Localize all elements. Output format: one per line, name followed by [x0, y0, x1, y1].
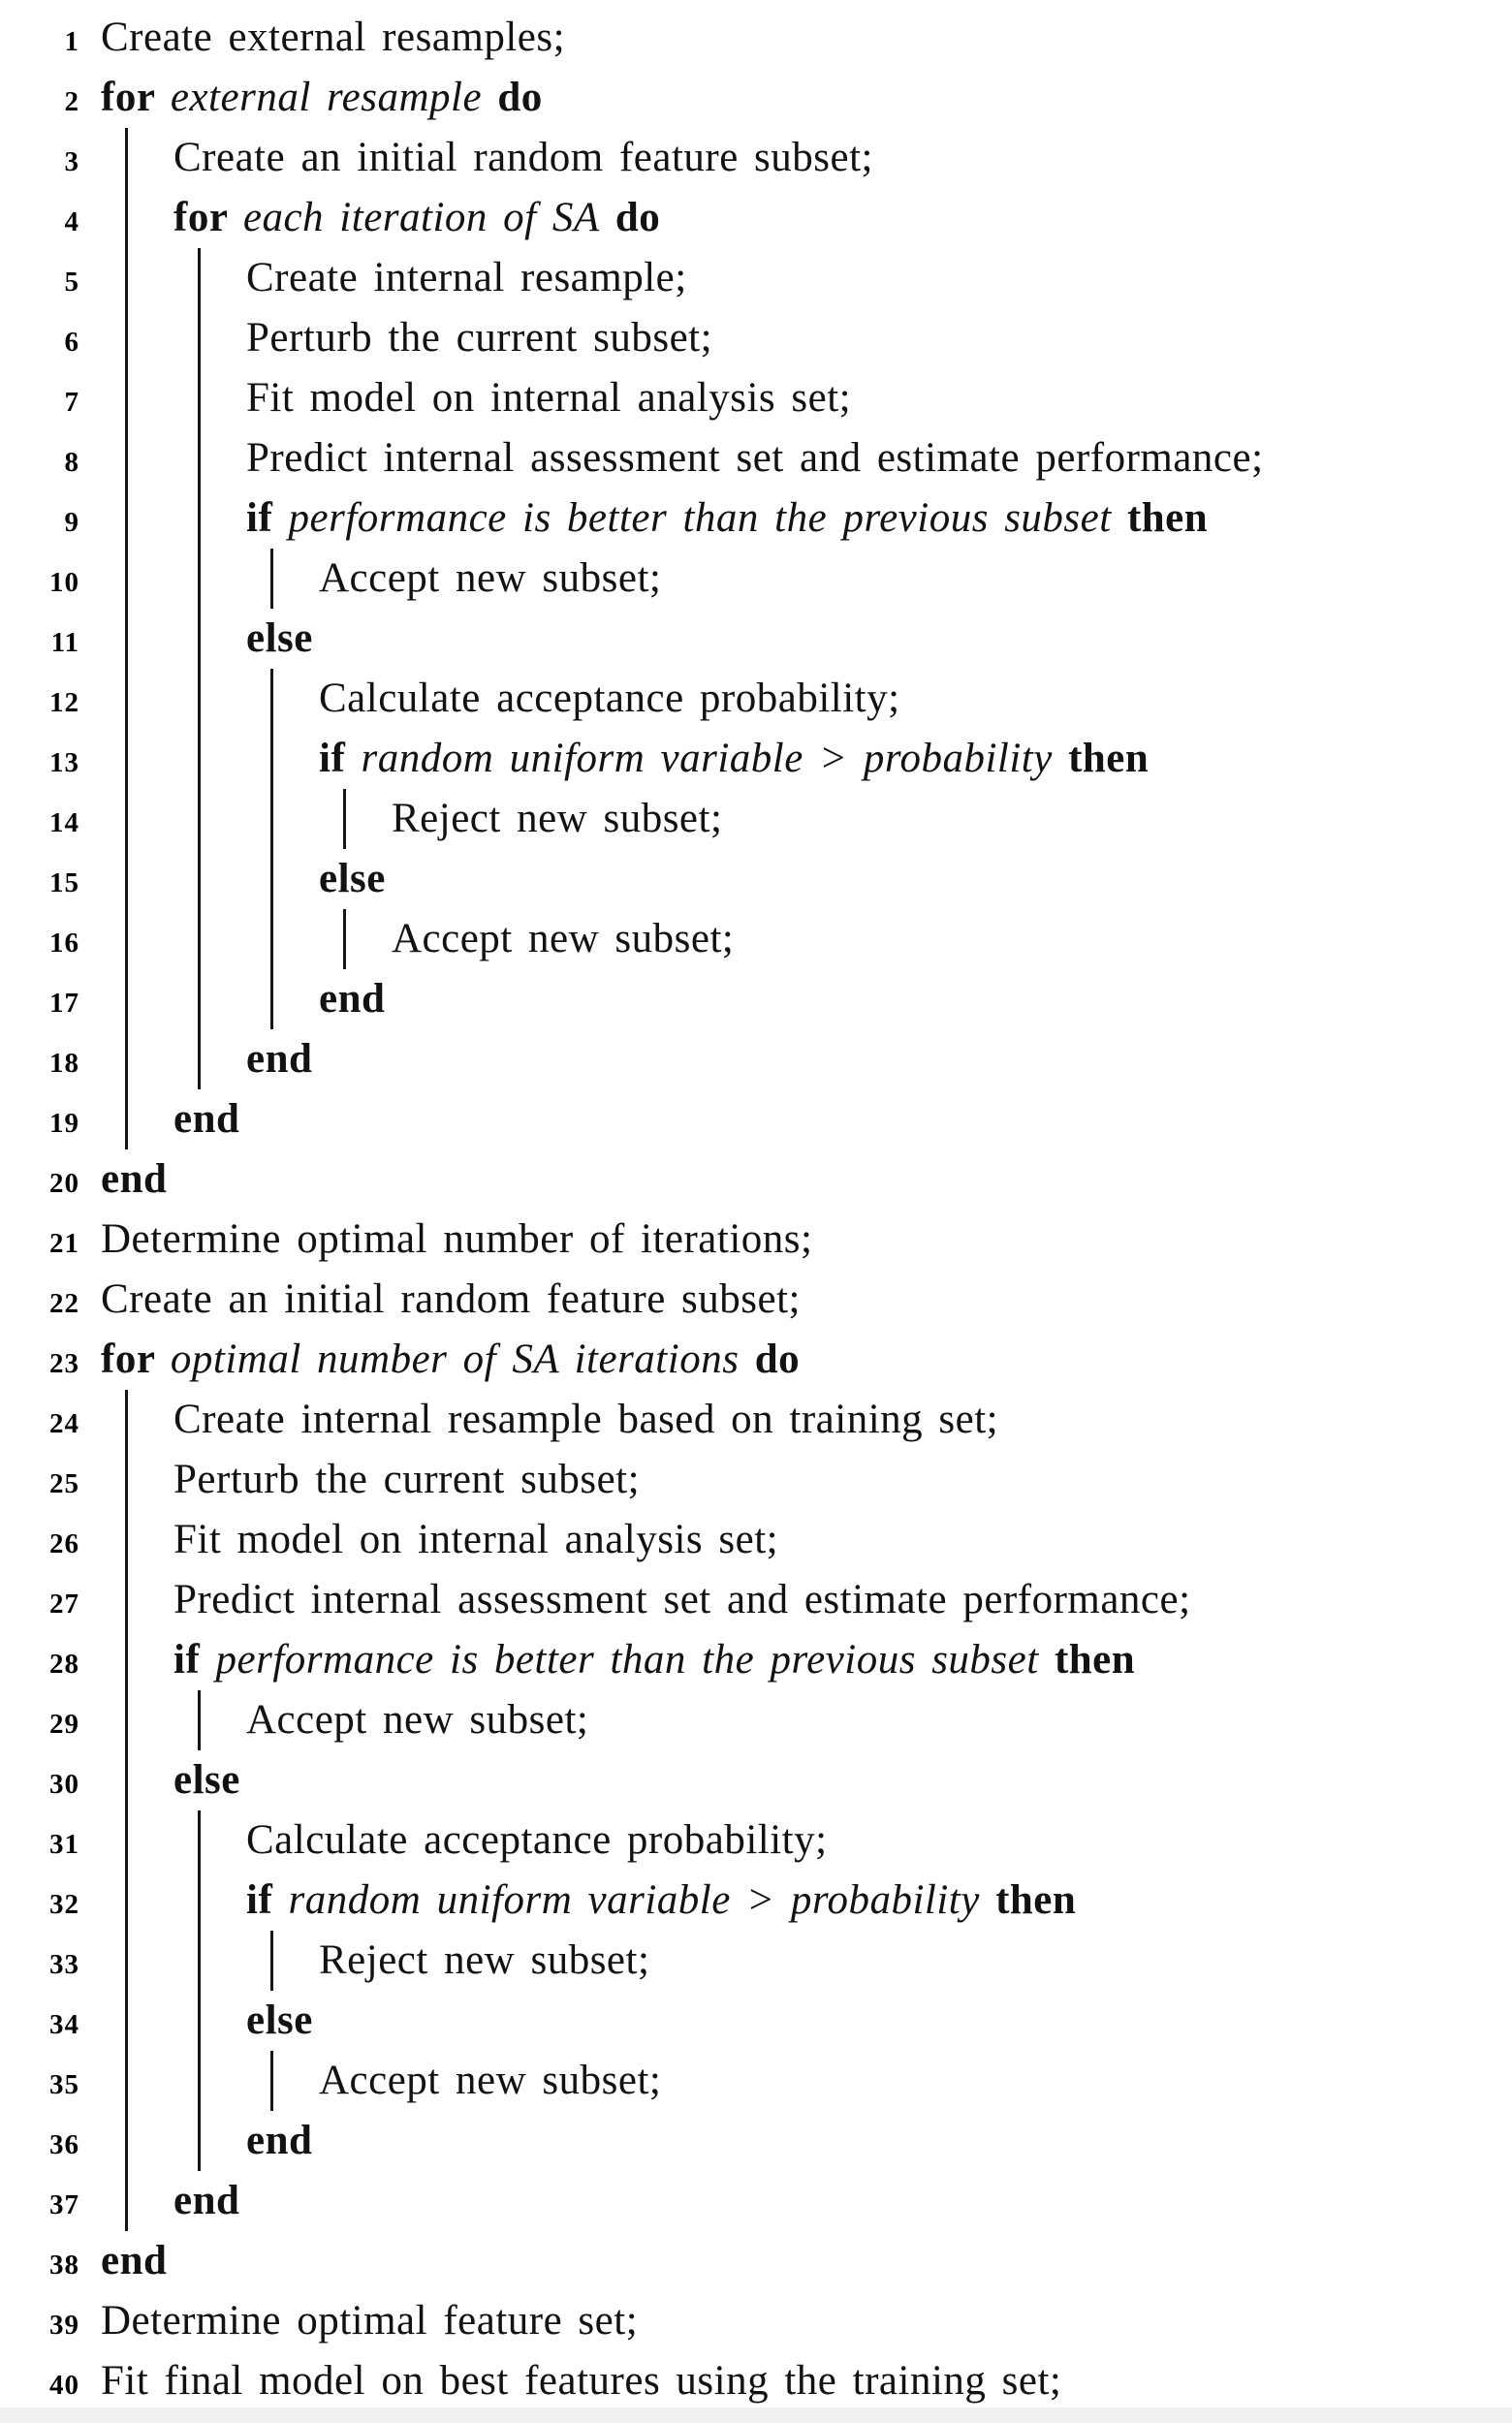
line-number: 7: [64, 387, 79, 418]
algo-line: [0, 1931, 1512, 1991]
block-rule: [173, 368, 246, 428]
algo-line: [0, 1210, 1512, 1270]
block-rule: [101, 1991, 173, 2051]
line-number: 22: [49, 1288, 79, 1319]
statement-text: [101, 1149, 167, 1210]
keyword: end: [246, 1036, 313, 1082]
block-rule: [319, 789, 392, 849]
algo-line: [0, 1991, 1512, 2051]
line-number: 15: [49, 867, 79, 898]
keyword: if: [319, 736, 362, 781]
keyword: end: [173, 1096, 240, 1142]
line-number: 11: [50, 627, 79, 658]
block-rule: [101, 2051, 173, 2111]
keyword: end: [319, 976, 386, 1022]
block-rule: [101, 188, 173, 248]
keyword: end: [246, 2118, 313, 2163]
line-number: 17: [49, 988, 79, 1019]
block-rule: [173, 428, 246, 488]
block-rule: [246, 669, 319, 729]
block-rule: [173, 1991, 246, 2051]
line-number: 25: [49, 1468, 79, 1499]
statement-text: [319, 2051, 661, 2111]
statement-text: [173, 128, 873, 188]
algo-line: [0, 1270, 1512, 1330]
algo-line: [0, 1089, 1512, 1149]
algo-line: [0, 1390, 1512, 1450]
block-rule: [173, 669, 246, 729]
block-rule: [173, 609, 246, 669]
line-number: 13: [49, 747, 79, 778]
statement-text: [246, 1810, 828, 1871]
line-number: 27: [49, 1589, 79, 1620]
line-number: 24: [49, 1408, 79, 1439]
statement: Perturb the current subset;: [246, 315, 713, 361]
algo-line: [0, 549, 1512, 609]
line-number: 19: [49, 1108, 79, 1139]
block-rule: [101, 1750, 173, 1810]
statement-text: [246, 1029, 312, 1089]
condition-text: each iteration of SA: [242, 195, 600, 240]
line-number: 34: [49, 2009, 79, 2040]
block-rule: [246, 909, 319, 969]
block-rule: [101, 1871, 173, 1931]
statement-text: [173, 1390, 998, 1450]
block-rule: [101, 1029, 173, 1089]
algo-line: [0, 1330, 1512, 1390]
condition-text: performance is better than the previous subset: [288, 495, 1112, 541]
block-rule: [246, 849, 319, 909]
algo-line: [0, 428, 1512, 488]
keyword: end: [173, 2178, 240, 2223]
block-rule: [101, 1810, 173, 1871]
statement-text: [173, 1570, 1191, 1630]
condition-text: random uniform variable > probability: [288, 1877, 980, 1923]
keyword: for: [101, 75, 171, 120]
line-number: 29: [49, 1709, 79, 1740]
block-rule: [173, 909, 246, 969]
block-rule: [101, 1931, 173, 1991]
algo-line: [0, 308, 1512, 368]
algo-line: [0, 1149, 1512, 1210]
page-edge-strip: [0, 2407, 1512, 2423]
statement-text: [246, 609, 313, 669]
block-rule: [173, 1690, 246, 1750]
block-rule: [101, 669, 173, 729]
algo-line: [0, 248, 1512, 308]
keyword: else: [319, 856, 386, 901]
statement-text: [246, 428, 1264, 488]
statement: Predict internal assessment set and estimate performance;: [173, 1577, 1191, 1622]
statement: Determine optimal number of iterations;: [101, 1216, 813, 1262]
algo-line: [0, 128, 1512, 188]
block-rule: [101, 1630, 173, 1690]
line-number: 14: [49, 807, 79, 838]
line-number: 37: [49, 2189, 79, 2220]
block-rule: [173, 1871, 246, 1931]
condition-text: optimal number of SA iterations: [170, 1337, 740, 1382]
keyword: else: [173, 1757, 240, 1803]
algo-line: [0, 1750, 1512, 1810]
statement-text: [173, 2171, 239, 2231]
algo-line: [0, 1029, 1512, 1089]
statement-text: [246, 1871, 1076, 1931]
line-number: 12: [49, 687, 79, 718]
statement-text: [246, 1991, 313, 2051]
block-rule: [173, 2051, 246, 2111]
keyword: end: [101, 2238, 168, 2283]
block-rule: [173, 308, 246, 368]
algo-line: [0, 909, 1512, 969]
statement-text: [246, 368, 851, 428]
statement-text: [319, 849, 386, 909]
keyword: end: [101, 1156, 168, 1202]
line-number: 10: [49, 567, 79, 598]
algo-line: [0, 2291, 1512, 2351]
block-rule: [101, 1690, 173, 1750]
keyword: for: [173, 195, 243, 240]
line-number: 40: [49, 2370, 79, 2401]
keyword: else: [246, 1998, 313, 2043]
line-number: 26: [49, 1528, 79, 1559]
statement: Reject new subset;: [392, 796, 723, 841]
block-rule: [101, 428, 173, 488]
block-rule: [101, 789, 173, 849]
block-rule: [101, 969, 173, 1029]
statement: Determine optimal feature set;: [101, 2298, 639, 2344]
statement-text: [246, 248, 687, 308]
line-number: 1: [64, 26, 79, 57]
statement-text: [101, 1330, 800, 1390]
statement: Create an initial random feature subset;: [173, 135, 873, 180]
block-rule: [101, 1450, 173, 1510]
statement: Accept new subset;: [319, 555, 662, 601]
algo-line: [0, 1630, 1512, 1690]
line-number: 39: [49, 2310, 79, 2341]
statement: Fit final model on best features using the training set;: [101, 2358, 1062, 2404]
algo-line: [0, 609, 1512, 669]
algo-line: [0, 969, 1512, 1029]
statement: Create internal resample based on training set;: [173, 1397, 999, 1442]
block-rule: [101, 1390, 173, 1450]
line-number: 31: [49, 1829, 79, 1860]
block-rule: [101, 1570, 173, 1630]
keyword: then: [1052, 736, 1150, 781]
block-rule: [101, 549, 173, 609]
condition-text: performance is better than the previous subset: [215, 1637, 1039, 1683]
statement-text: [173, 1630, 1135, 1690]
block-rule: [246, 969, 319, 1029]
block-rule: [101, 2111, 173, 2171]
algo-line: [0, 2231, 1512, 2291]
algo-line: [0, 2051, 1512, 2111]
line-number: 28: [49, 1649, 79, 1680]
line-number: 30: [49, 1769, 79, 1800]
statement-text: [246, 488, 1208, 549]
statement-text: [246, 308, 712, 368]
statement: Accept new subset;: [246, 1697, 589, 1743]
statement-text: [246, 1690, 588, 1750]
keyword: for: [101, 1337, 171, 1382]
block-rule: [173, 248, 246, 308]
keyword: do: [599, 195, 661, 240]
statement: Accept new subset;: [392, 916, 735, 961]
line-number: 2: [64, 86, 79, 117]
statement-text: [101, 8, 565, 68]
block-rule: [101, 609, 173, 669]
block-rule: [246, 1931, 319, 1991]
algo-line: [0, 68, 1512, 128]
statement-text: [101, 2231, 167, 2291]
block-rule: [173, 549, 246, 609]
block-rule: [246, 2051, 319, 2111]
keyword: if: [246, 1877, 289, 1923]
algorithm-listing: [0, 8, 1512, 2411]
statement: Reject new subset;: [319, 1937, 650, 1983]
block-rule: [101, 2171, 173, 2231]
block-rule: [101, 849, 173, 909]
statement-text: [173, 1089, 239, 1149]
line-number: 6: [64, 327, 79, 358]
statement-text: [319, 669, 900, 729]
statement-text: [101, 1270, 801, 1330]
keyword: if: [173, 1637, 216, 1683]
keyword: then: [1111, 495, 1209, 541]
line-number: 3: [64, 146, 79, 177]
block-rule: [101, 1089, 173, 1149]
statement: Fit model on internal analysis set;: [246, 375, 852, 421]
statement: Fit model on internal analysis set;: [173, 1517, 779, 1562]
block-rule: [246, 729, 319, 789]
algo-line: [0, 789, 1512, 849]
statement-text: [319, 549, 661, 609]
block-rule: [173, 789, 246, 849]
algo-line: [0, 1570, 1512, 1630]
statement-text: [246, 2111, 312, 2171]
statement-text: [173, 1750, 240, 1810]
statement: Create an initial random feature subset;: [101, 1276, 801, 1322]
line-number: 9: [64, 507, 79, 538]
block-rule: [101, 308, 173, 368]
block-rule: [173, 488, 246, 549]
algo-line: [0, 1450, 1512, 1510]
line-number: 18: [49, 1048, 79, 1079]
algo-line: [0, 488, 1512, 549]
statement-text: [319, 729, 1149, 789]
keyword: if: [246, 495, 289, 541]
algo-line: [0, 1810, 1512, 1871]
line-number: 4: [64, 206, 79, 237]
statement: Accept new subset;: [319, 2058, 662, 2103]
keyword: do: [739, 1337, 801, 1382]
statement-text: [173, 1450, 640, 1510]
block-rule: [173, 1931, 246, 1991]
block-rule: [101, 368, 173, 428]
line-number: 33: [49, 1949, 79, 1980]
statement: Create internal resample;: [246, 255, 687, 300]
block-rule: [101, 248, 173, 308]
statement: Calculate acceptance probability;: [246, 1817, 828, 1863]
block-rule: [173, 729, 246, 789]
algo-line: [0, 1510, 1512, 1570]
block-rule: [101, 1510, 173, 1570]
keyword: do: [482, 75, 543, 120]
line-number: 32: [49, 1889, 79, 1920]
statement-text: [173, 188, 660, 248]
line-number: 21: [49, 1228, 79, 1259]
statement: Perturb the current subset;: [173, 1457, 641, 1502]
algo-line: [0, 8, 1512, 68]
statement-text: [173, 1510, 778, 1570]
line-number: 35: [49, 2069, 79, 2100]
line-number: 8: [64, 447, 79, 478]
algo-line: [0, 2351, 1512, 2411]
algo-line: [0, 188, 1512, 248]
line-number: 38: [49, 2250, 79, 2281]
line-number: 20: [49, 1168, 79, 1199]
algo-line: [0, 1871, 1512, 1931]
line-number: 5: [64, 267, 79, 298]
algo-line: [0, 669, 1512, 729]
keyword: then: [979, 1877, 1077, 1923]
algo-line: [0, 849, 1512, 909]
algo-line: [0, 2111, 1512, 2171]
statement-text: [319, 969, 385, 1029]
block-rule: [101, 909, 173, 969]
line-number: 16: [49, 928, 79, 959]
statement-text: [101, 2351, 1061, 2411]
condition-text: external resample: [170, 75, 483, 120]
block-rule: [173, 1810, 246, 1871]
statement-text: [101, 1210, 812, 1270]
statement-text: [101, 68, 543, 128]
statement-text: [392, 909, 734, 969]
statement-text: [319, 1931, 649, 1991]
block-rule: [319, 909, 392, 969]
keyword: else: [246, 615, 313, 661]
algo-line: [0, 1690, 1512, 1750]
block-rule: [101, 128, 173, 188]
line-number: 23: [49, 1348, 79, 1379]
block-rule: [173, 849, 246, 909]
block-rule: [246, 789, 319, 849]
statement-text: [101, 2291, 638, 2351]
algo-line: [0, 2171, 1512, 2231]
block-rule: [173, 1029, 246, 1089]
statement: Create external resamples;: [101, 15, 566, 60]
condition-text: random uniform variable > probability: [361, 736, 1053, 781]
keyword: then: [1038, 1637, 1136, 1683]
block-rule: [246, 549, 319, 609]
block-rule: [101, 729, 173, 789]
statement: Predict internal assessment set and estimate performance;: [246, 435, 1264, 481]
algo-line: [0, 729, 1512, 789]
statement: Calculate acceptance probability;: [319, 676, 900, 721]
statement-text: [392, 789, 722, 849]
line-number: 36: [49, 2129, 79, 2160]
block-rule: [101, 488, 173, 549]
block-rule: [173, 2111, 246, 2171]
algo-line: [0, 368, 1512, 428]
block-rule: [173, 969, 246, 1029]
